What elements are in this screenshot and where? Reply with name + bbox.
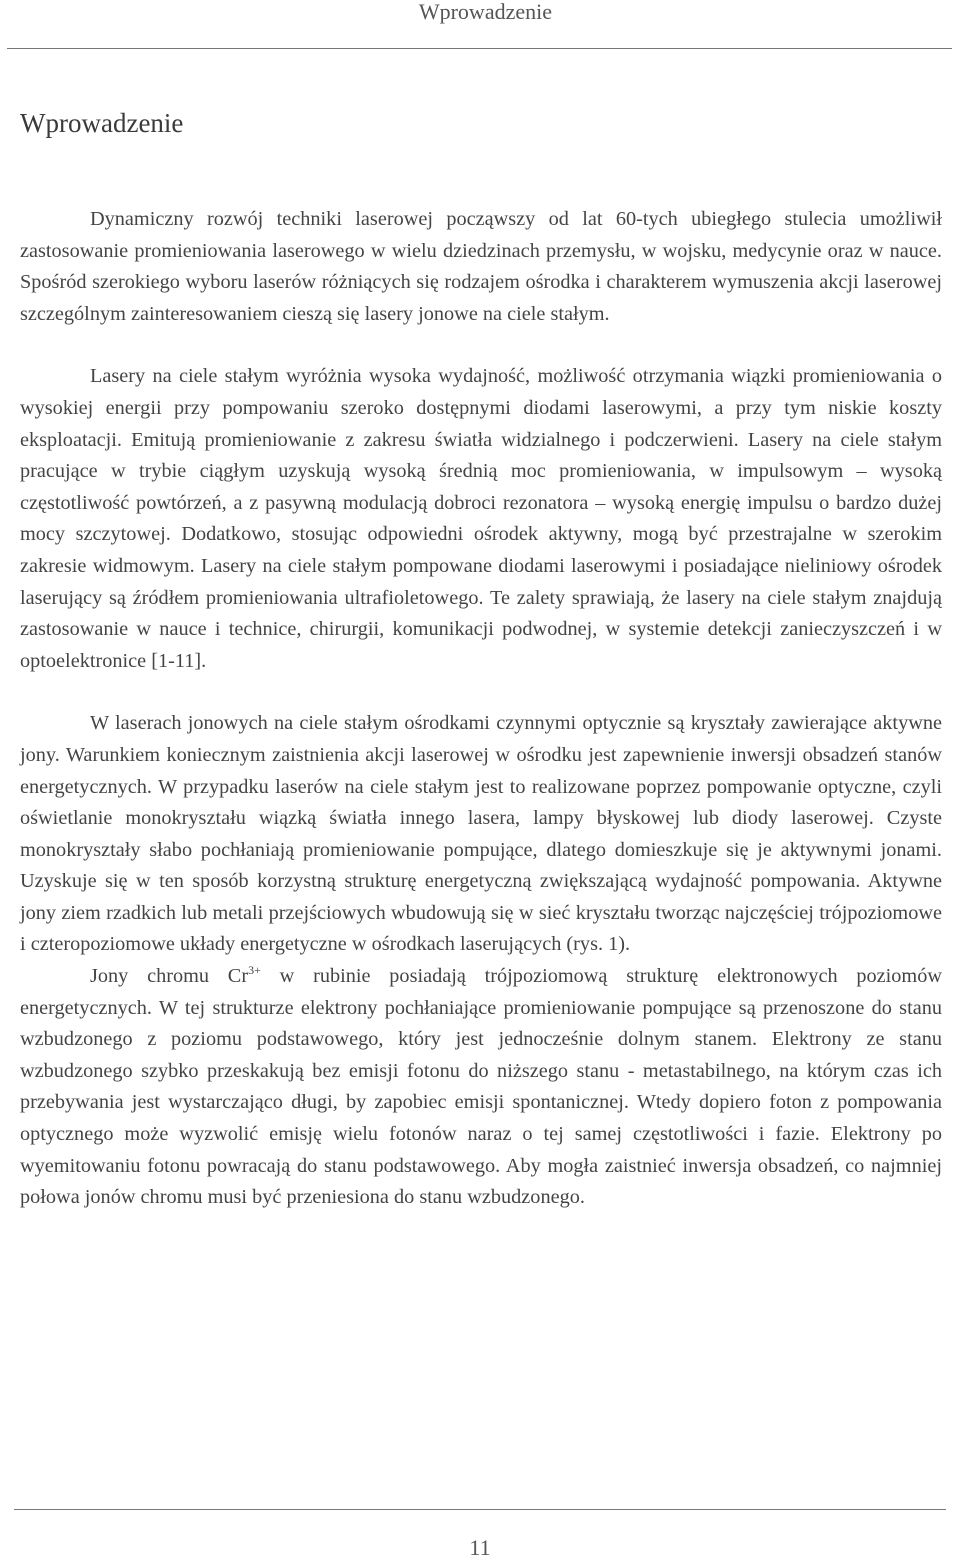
running-header: Wprowadzenie (418, 0, 552, 24)
page-number: 11 (469, 1535, 491, 1560)
paragraph-solid-state-advantages: Lasery na ciele stałym wyróżnia wysoka wydajność, możliwość otrzymania wiązki promieniowania o wysokiej energii przy pompowaniu szeroko dostępnymi diodami laserowymi, a przy tym niskie koszty eksploatacji. Emitują promieniowanie z zakresu światła widzialnego i podczerwieni. Lasery na ciele stałym pracujące w trybie ciągłym uzyskują wysoką średnią moc promieniowania, w impulsowym – wysoką częstotliwość powtórzeń, a z pasywną modulacją dobroci rezonatora – wysoką energię impulsu o bardzo dużej mocy szczytowej. Dodatkowo, stosując odpowiedni ośrodek aktywny, mogą być przestrajalne w szerokim zakresie widmowym. Lasery na ciele stałym pompowane diodami laserowymi i posiadające nieliniowy ośrodek laserujący są źródłem promieniowania ultrafioletowego. Te zalety sprawiają, że lasery na ciele stałym znajdują zastosowanie w nauce i technice, chirurgii, komunikacji podwodnej, w systemie detekcji zanieczyszczeń i w optoelektronice [1-11]. (20, 365, 942, 672)
paragraph-active-media: W laserach jonowych na ciele stałym ośrodkami czynnymi optycznie są kryształy zawierające aktywne jony. Warunkiem koniecznym zaistnienia akcji laserowej w ośrodku jest zapewnienie inwersji obsadzeń stanów energetycznych. W przypadku laserów na ciele stałym jest to realizowane poprzez pompowanie optyczne, czyli oświetlanie monokryształu wiązką światła innego lasera, lampy błyskowej lub diody laserowej. Czyste monokryształy słabo pochłaniają promieniowanie pompujące, dlatego domieszkuje się je aktywnymi jonami. Uzyskuje się w ten sposób korzystną strukturę energetyczną zwiększającą wydajność pompowania. Aktywne jony ziem rzadkich lub metali przejściowych wbudowują się w sieć kryształu tworząc najczęściej trójpoziomowe i czteropoziomowe układy energetyczne w ośrodkach laserujących (rys. 1). (20, 712, 942, 956)
paragraph-intro: Dynamiczny rozwój techniki laserowej począwszy od lat 60-tych ubiegłego stulecia umożliwił zastosowanie promieniowania laserowego w wielu dziedzinach przemysłu, w wojsku, medycynie oraz w nauce. Spośród szerokiego wyboru laserów różniących się rodzajem ośrodka i charakterem wymuszenia akcji laserowej szczególnym zainteresowaniem cieszą się lasery jonowe na ciele stałym. (20, 208, 942, 325)
chromium-text-start: Jony chromu Cr (90, 965, 249, 988)
paragraph-chromium-ions (20, 961, 942, 1214)
header-divider (7, 48, 952, 49)
chromium-charge-superscript: 3+ (248, 963, 261, 978)
footer-divider (14, 1509, 946, 1510)
body-text (20, 204, 942, 1214)
chromium-text-rest: w rubinie posiadają trójpoziomową strukturę elektronowych poziomów energetycznych. W tej strukturze elektrony pochłaniające promieniowanie pompujące są przenoszone do stanu wzbudzonego z poziomu podstawowego, który jest jednocześnie dolnym stanem. Elektrony ze stanu wzbudzonego szybko przeskakują bez emisji fotonu do niższego stanu - metastabilnego, na którym czas ich przebywania jest wystarczająco długi, by zapobiec emisji spontanicznej. Wtedy dopiero foton z pompowania optycznego może wyzwolić emisję wielu fotonów naraz o tej samej częstotliwości i fazie. Elektrony po wyemitowaniu fotonu powracają do stanu podstawowego. Aby mogła zaistnieć inwersja obsadzeń, co najmniej połowa jonów chromu musi być przeniesiona do stanu wzbudzonego. (20, 965, 942, 1209)
section-title: Wprowadzenie (20, 108, 184, 138)
